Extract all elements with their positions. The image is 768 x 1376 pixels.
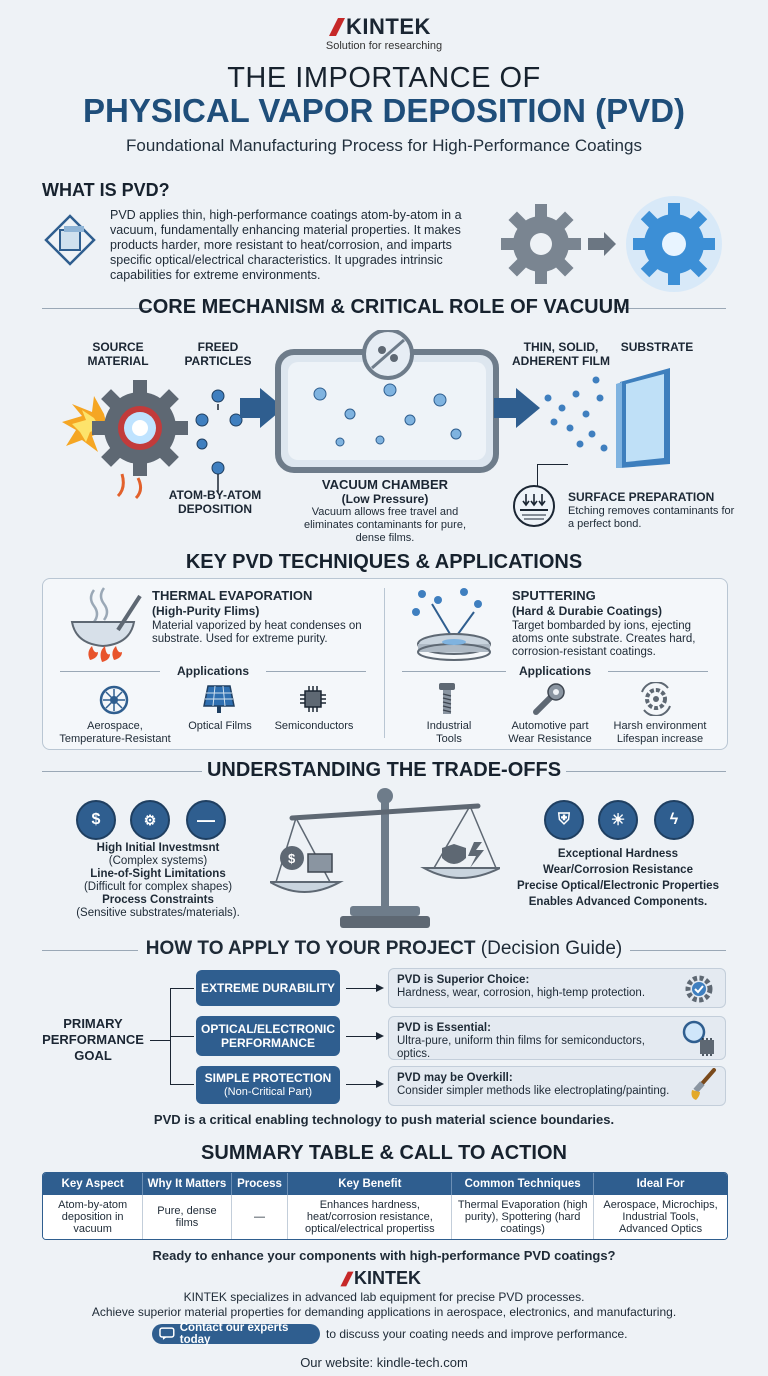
complex-shape-icon: ⚙: [130, 800, 170, 840]
result-title: PVD may be Overkill:: [397, 1072, 513, 1084]
vacuum-chamber-diagram: [240, 330, 540, 480]
gear-upgrade-icon: [496, 194, 726, 294]
kintek-mark-icon: [326, 16, 348, 38]
sputtering-subtitle: (Hard & Durabie Coatings): [512, 604, 663, 618]
sputtering-title: SPUTTERING: [512, 588, 596, 603]
summary-table: [43, 1173, 727, 1239]
sputtering-description: Target bombarded by ions, ejecting atoms onte substrate. Creates hard, corrosion-resistant coatings.: [512, 620, 696, 658]
arrow-head-icon: [376, 1032, 384, 1040]
sun-icon: ☀: [598, 800, 638, 840]
cta-line1: KINTEK specializes in advanced lab equipment for precise PVD processes.: [183, 1290, 585, 1304]
result-description: Hardness, wear, corrosion, high-temp protection.: [397, 987, 646, 999]
evaporation-bowl-icon: [68, 586, 148, 666]
svg-text:$: $: [288, 851, 296, 866]
table-cell: Thermal Evaporation (high purity), Spottering (hard coatings): [452, 1195, 594, 1239]
money-bag-icon: $: [76, 800, 116, 840]
lightning-icon: ϟ: [654, 800, 694, 840]
cta-question: Ready to enhance your components with high-performance PVD coatings?: [152, 1248, 616, 1263]
option-optical-electronic[interactable]: [196, 1016, 340, 1056]
freed-particles-label: FREED PARTICLES: [184, 340, 252, 368]
table-cell: Pure, dense films: [143, 1195, 231, 1239]
divider: [60, 671, 160, 672]
cta-line2: Achieve superior material properties for demanding applications in aerospace, electronics, and manufacturing.: [91, 1305, 677, 1319]
chat-icon: [159, 1327, 175, 1341]
chip-icon: [298, 684, 328, 714]
app-semiconductors: Semiconductors: [274, 720, 354, 732]
guide-heading-main: HOW TO APPLY TO YOUR PROJECT: [145, 938, 476, 959]
con-title: Line-of-Sight Limitations: [90, 868, 226, 880]
app-industrial-tools: Industrial Tools: [426, 720, 472, 745]
table-cell: Enhances hardness, heat/corrosion resistance, optical/electrical propertiss: [288, 1195, 452, 1239]
cons-list: [56, 842, 260, 920]
con-sub: (Complex systems): [108, 855, 208, 867]
app-automotive: Automotive part Wear Resistance: [508, 720, 592, 745]
turbine-icon: [98, 684, 130, 716]
substrate-label: SUBSTRATE: [620, 340, 694, 354]
result-superior: [388, 968, 726, 1008]
magnifier-chip-icon: [678, 1018, 718, 1058]
substrate-deposition-icon: [540, 368, 690, 468]
thermal-subtitle: (High-Purity Flims): [152, 604, 260, 618]
screw-icon: [436, 682, 458, 718]
connector-line: [170, 1084, 194, 1085]
brand-tagline: Solution for researching: [325, 40, 443, 52]
constraint-icon: —: [186, 800, 226, 840]
balance-scale-icon: [270, 784, 500, 934]
table-row: [43, 1195, 727, 1239]
thermal-apps-label: Applications: [176, 664, 249, 678]
thermal-description: Material vaporized by heat condenses on substrate. Used for extreme purity.: [152, 620, 362, 645]
chamber-description: Vacuum allows free travel and eliminates contaminants for pure, dense films.: [303, 506, 467, 544]
arrow-head-icon: [376, 1080, 384, 1088]
table-cell: Aerospace, Microchips, Industrial Tools, Advanced Optics: [594, 1195, 727, 1239]
pro-item: Enables Advanced Components.: [528, 896, 708, 908]
chamber-subtitle: (Low Pressure): [341, 492, 429, 506]
table-cell: Atom-by-atom deposition in vacuum: [43, 1195, 143, 1239]
thin-film-label: THIN, SOLID, ADHERENT FILM: [512, 340, 610, 368]
source-material-label: SOURCE MATERIAL: [87, 340, 149, 368]
pro-item: Precise Optical/Electronic Properties: [517, 880, 719, 892]
option-label: OPTICAL/ELECTRONIC PERFORMANCE: [201, 1022, 335, 1050]
what-is-body: PVD applies thin, high-performance coatings atom-by-atom in a vacuum, fundamentally enhancing material properties. It makes products harder, more resistant to heat/corrosion, and imparts specific optical/electrical characteristics. It upgrades intrinsic capabilities for extreme environments.: [110, 208, 462, 282]
column-header: Common Techniques: [452, 1173, 594, 1195]
app-harsh-environment: Harsh environment Lifespan increase: [613, 720, 707, 745]
cta-brand-name: KINTEK: [354, 1268, 421, 1288]
table-cell: —: [231, 1195, 288, 1239]
solar-panel-icon: [202, 684, 236, 714]
column-header: Why It Matters: [143, 1173, 231, 1195]
app-aerospace: Aerospace, Temperature-Resistant: [59, 720, 171, 745]
wrench-icon: [532, 682, 566, 716]
page-title-line1: THE IMPORTANCE OF: [227, 62, 541, 94]
pro-item: Exceptional Hardness: [557, 848, 679, 860]
divider: [266, 671, 366, 672]
column-header: Process: [231, 1173, 288, 1195]
column-header: Ideal For: [594, 1173, 727, 1195]
table-header-row: [43, 1173, 727, 1195]
divider: [608, 671, 708, 672]
surface-prep-description: Etching removes contaminants for a perfect bond.: [568, 505, 735, 530]
column-header: Key Benefit: [288, 1173, 452, 1195]
gear-refresh-icon: [638, 682, 674, 716]
cta-brand-logo: [338, 1268, 438, 1290]
surface-prep-icon: [512, 484, 556, 528]
page-subtitle: Foundational Manufacturing Process for High-Performance Coatings: [126, 136, 642, 155]
con-sub: (Sensitive substrates/materials).: [76, 907, 240, 919]
summary-table-wrap: [42, 1172, 728, 1240]
contact-experts-button[interactable]: [152, 1324, 320, 1344]
connector-line: [150, 1040, 170, 1041]
con-sub: (Difficult for complex shapes): [83, 881, 233, 893]
arrow-head-icon: [376, 984, 384, 992]
app-optical-films: Optical Films: [188, 720, 252, 732]
surface-prep-title: SURFACE PREPARATION: [568, 490, 715, 504]
page-title-line2: PHYSICAL VAPOR DEPOSITION (PVD): [82, 92, 686, 129]
what-is-heading: WHAT IS PVD?: [42, 180, 170, 200]
thermal-title: THERMAL EVAPORATION: [152, 588, 313, 603]
techniques-heading: KEY PVD TECHNIQUES & APPLICATIONS: [185, 551, 583, 573]
con-title: Process Constraints: [102, 894, 214, 906]
shield-icon: ⛨: [544, 800, 584, 840]
connector-line: [170, 988, 194, 989]
option-simple-protection[interactable]: [196, 1066, 340, 1104]
gear-check-icon: [682, 972, 716, 1006]
brand-logo: [326, 14, 446, 40]
mechanism-heading: CORE MECHANISM & CRITICAL ROLE OF VACUUM: [138, 296, 630, 318]
con-title: High Initial Investmsnt: [96, 842, 220, 854]
source-gear-icon: [52, 370, 262, 500]
guide-heading: [0, 938, 768, 960]
result-essential: [388, 1016, 726, 1060]
option-label: EXTREME DURABILITY: [200, 981, 335, 995]
primary-goal-label: PRIMARY PERFORMANCE GOAL: [42, 1016, 144, 1063]
result-title: PVD is Essential:: [397, 1022, 491, 1034]
paintbrush-icon: [688, 1068, 718, 1102]
result-overkill: [388, 1066, 726, 1106]
tradeoffs-heading: UNDERSTANDING THE TRADE-OFFS: [206, 759, 562, 781]
option-sublabel: (Non-Critical Part): [223, 1086, 312, 1098]
option-extreme-durability[interactable]: [196, 970, 340, 1006]
result-description: Consider simpler methods like electroplating/painting.: [397, 1085, 670, 1097]
pro-item: Wear/Corrosion Resistance: [543, 864, 693, 876]
result-title: PVD is Superior Choice:: [397, 974, 530, 986]
pros-list: [506, 846, 730, 910]
chamber-title: VACUUM CHAMBER: [321, 477, 449, 492]
website-link[interactable]: Our website: kindle-tech.com: [300, 1355, 468, 1370]
connector-line: [170, 1036, 194, 1037]
sputtering-apps-label: Applications: [518, 664, 591, 678]
layered-cube-icon: [42, 212, 98, 268]
contact-button-label: Contact our experts today: [179, 1322, 289, 1346]
atom-by-atom-label: ATOM-BY-ATOM DEPOSITION: [168, 488, 262, 516]
cta-after-button: to discuss your coating needs and improve performance.: [326, 1327, 628, 1341]
summary-heading: SUMMARY TABLE & CALL TO ACTION: [201, 1142, 567, 1164]
option-label: SIMPLE PROTECTION: [204, 1071, 332, 1085]
guide-conclusion: PVD is a critical enabling technology to push material science boundaries.: [153, 1112, 615, 1127]
brand-name: KINTEK: [346, 14, 431, 39]
divider: [384, 588, 385, 738]
column-header: Key Aspect: [43, 1173, 143, 1195]
divider: [402, 671, 506, 672]
sputtering-target-icon: [404, 586, 500, 666]
result-description: Ultra-pure, uniform thin films for semiconductors, optics.: [397, 1035, 645, 1060]
guide-heading-suffix: (Decision Guide): [480, 938, 623, 959]
